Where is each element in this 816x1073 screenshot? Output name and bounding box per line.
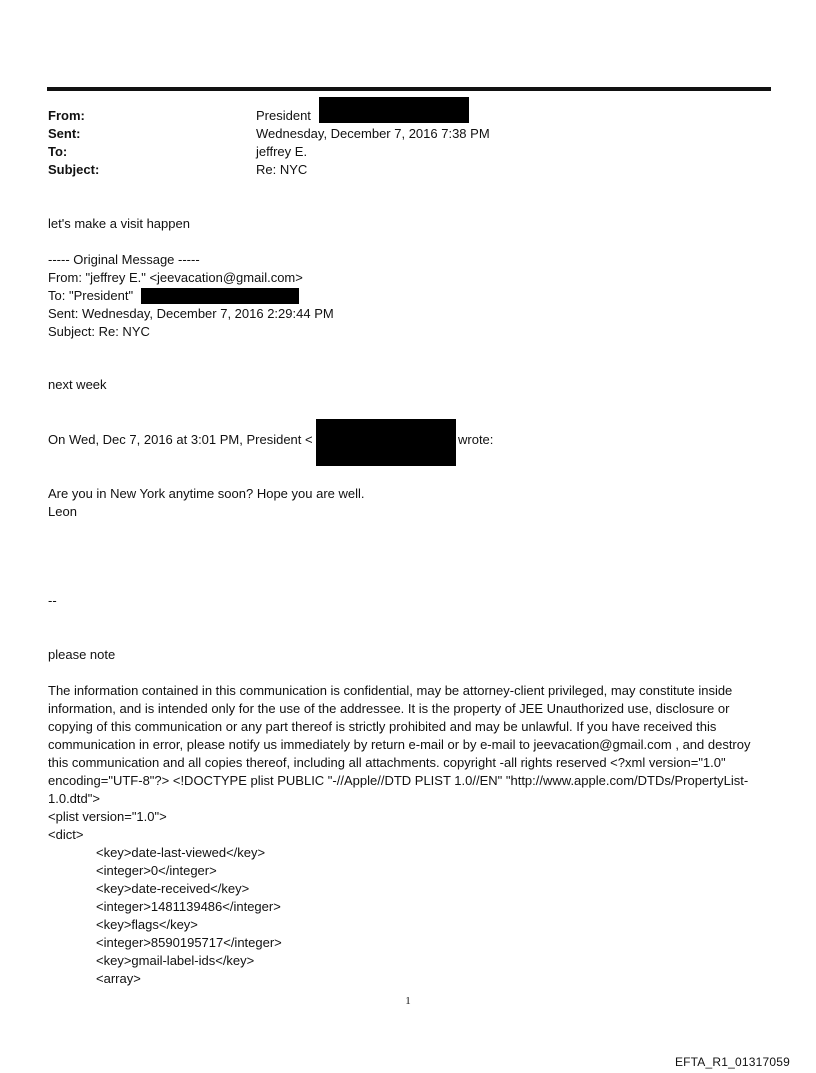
from-label: From: — [48, 108, 85, 123]
plist-line: <key>flags</key> — [96, 917, 198, 932]
bates-number: EFTA_R1_01317059 — [674, 1055, 790, 1069]
original-to-text: To: "President" — [48, 288, 134, 303]
plist-open: <plist version="1.0"> — [48, 809, 167, 824]
plist-line: <integer>1481139486</integer> — [96, 899, 281, 914]
next-week-text: next week — [48, 377, 107, 392]
quote-intro-left: On Wed, Dec 7, 2016 at 3:01 PM, President < — [48, 432, 313, 447]
question-text: Are you in New York anytime soon? Hope you are well. — [48, 486, 365, 501]
subject-label: Subject: — [48, 162, 100, 177]
signature-separator: -- — [48, 593, 57, 608]
from-value — [256, 107, 469, 125]
redaction-box — [319, 97, 469, 123]
redaction-box — [141, 288, 299, 304]
plist-line: <key>date-last-viewed</key> — [96, 845, 266, 860]
original-sent: Sent: Wednesday, December 7, 2016 2:29:44 PM — [48, 306, 334, 321]
to-label: To: — [48, 144, 68, 159]
reply-text: let's make a visit happen — [48, 216, 190, 231]
plist-line: <key>gmail-label-ids</key> — [96, 953, 255, 968]
sent-label: Sent: — [48, 126, 81, 141]
header-rule — [47, 87, 771, 91]
sent-value: Wednesday, December 7, 2016 7:38 PM — [256, 126, 490, 141]
page-number: 1 — [405, 995, 411, 1007]
please-note-text: please note — [48, 647, 116, 662]
to-value: jeffrey E. — [256, 144, 308, 159]
from-name: President — [256, 108, 311, 123]
plist-line: <integer>0</integer> — [96, 863, 217, 878]
original-from: From: "jeffrey E." <jeevacation@gmail.com> — [48, 270, 303, 285]
plist-line: <integer>8590195717</integer> — [96, 935, 282, 950]
signature-name: Leon — [48, 504, 77, 519]
quote-intro-right: wrote: — [458, 432, 494, 447]
disclaimer-paragraph: The information contained in this communication is confidential, may be attorney-client privileged, may constitute inside information, and is intended only for the use of the addressee. It is the property of JEE Unauthorized use, disclosure or copying of this communication or any part thereof is strictly prohibited and may be unlawful. If you have received this communication in error, please notify us immediately by return e-mail or by e-mail to jeevacation@gmail.com , and destroy this communication and all copies thereof, including all attachments. copyright -all rights reserved <?xml version="1.0" encoding="UTF-8"?> <!DOCTYPE plist PUBLIC "-//Apple//DTD PLIST 1.0//EN" "http://www.apple.com/DTDs/PropertyList-1.0.dtd"> — [48, 683, 751, 806]
subject-value: Re: NYC — [256, 162, 308, 177]
plist-line: <array> — [96, 971, 141, 986]
original-message-marker: ----- Original Message ----- — [48, 252, 200, 267]
plist-line: <key>date-received</key> — [96, 881, 250, 896]
original-subject: Subject: Re: NYC — [48, 324, 150, 339]
redaction-box — [316, 419, 456, 466]
original-to — [48, 287, 299, 305]
dict-open: <dict> — [48, 827, 84, 842]
